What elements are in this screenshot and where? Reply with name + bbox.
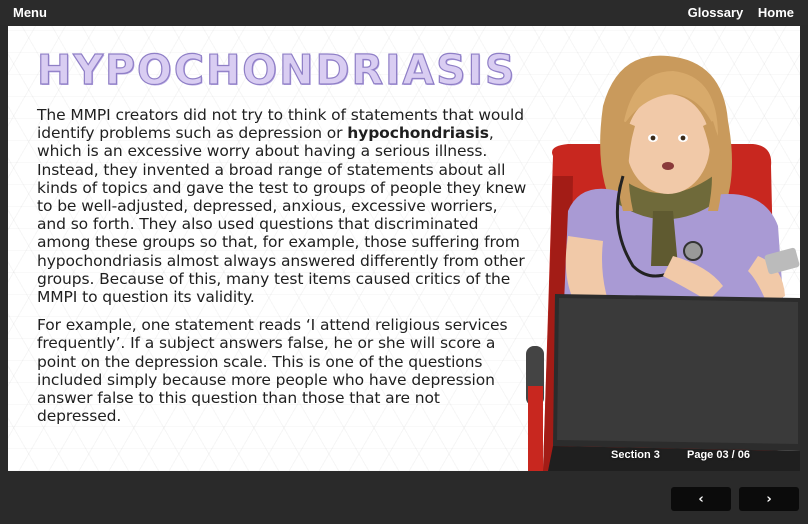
page-indicator: Page 03 / 06	[687, 449, 750, 461]
girl-with-laptop-illustration	[523, 26, 800, 471]
content-panel	[8, 26, 800, 471]
paragraph-2: For example, one statement reads ‘I attend religious services frequently’. If a subject answers false, he or she will score a point on the depression scale. This is one of the questions included simply because more people who have depression answer false to this question than those that are not depressed.	[37, 316, 508, 426]
chevron-right-icon: ›	[766, 491, 772, 507]
chevron-left-icon: ‹	[698, 491, 704, 507]
previous-page-button[interactable]	[671, 487, 731, 511]
glossary-link[interactable]: Glossary	[687, 5, 744, 20]
next-page-button[interactable]	[739, 487, 799, 511]
page-title: HYPOCHONDRIASIS	[37, 46, 517, 94]
home-link[interactable]: Home	[757, 5, 794, 20]
body-text	[37, 106, 527, 435]
term-hypochondriasis: hypochondriasis	[347, 124, 489, 143]
top-bar	[0, 0, 808, 25]
section-indicator: Section 3	[611, 449, 660, 461]
menu-button[interactable]: Menu	[13, 5, 47, 20]
paragraph-1-start: The MMPI creators did not try to think of statements that would identify problems such as depression or	[37, 106, 524, 143]
paragraph-1	[37, 106, 527, 306]
paragraph-1-end: , which is an excessive worry about having a serious illness. Instead, they invented a broad range of statements about all kinds of topics and gave the test to groups of people they knew to be well-adjusted, depressed, anxious, excessive worriers, and so forth. They also used questions that discriminated among these groups so that, for example, those suffering from hypochondriasis almost always answered differently from other groups. Because of this, many test items caused critics of the MMPI to question its validity.	[37, 124, 527, 307]
top-right-nav	[677, 5, 794, 20]
